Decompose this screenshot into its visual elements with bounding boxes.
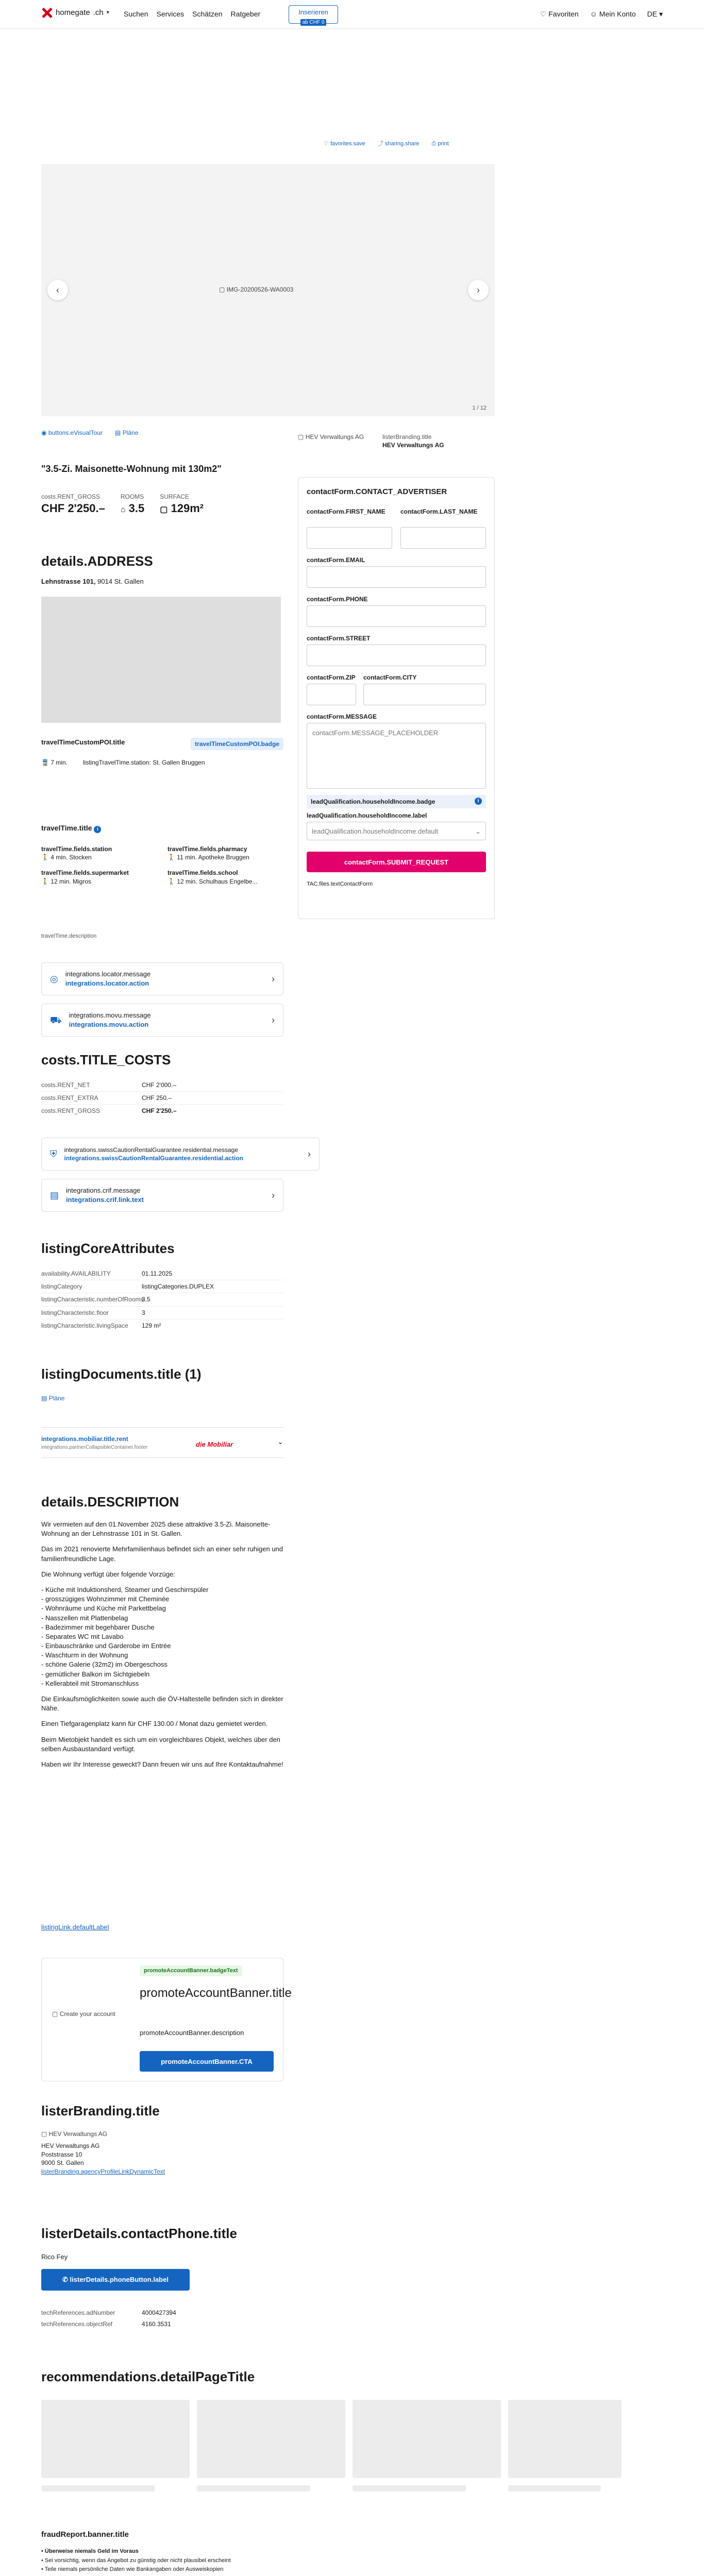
tech-references: techReferences.adNumber 4000427394 techReferences.objectRef 4160.3531 (41, 2309, 176, 2328)
first-name-input[interactable] (307, 527, 392, 549)
walk-icon: 🚶 (167, 877, 175, 885)
travel-time-footnote: travelTime.description (41, 933, 97, 939)
promo-description: promoteAccountBanner.description (140, 2029, 244, 2037)
recommendation-skeleton (508, 2485, 601, 2492)
recommendation-skeleton (353, 2400, 501, 2478)
promo-cta-button[interactable]: promoteAccountBanner.CTA (140, 2051, 274, 2072)
header (0, 0, 704, 29)
costs-table: costs.RENT_NET CHF 2'000.– costs.RENT_EXTRA CHF 250.– costs.RENT_GROSS CHF 2'250.– (41, 1079, 283, 1117)
chevron-right-icon: › (308, 1148, 311, 1159)
visual-tour-button[interactable]: ◉ buttons.eVisualTour (41, 429, 103, 436)
recommendations-title: recommendations.detailPageTitle (41, 2369, 255, 2384)
chevron-right-icon: › (272, 973, 275, 984)
shield-icon: ⛨ (50, 1148, 57, 1159)
insert-button[interactable]: Inserieren ab CHF 0 (289, 5, 338, 24)
document-icon: ▤ (50, 1190, 59, 1200)
print-icon: ⎙ (431, 141, 437, 147)
integration-movu-card[interactable]: ⛟ integrations.movu.message integrations.movu.action › (41, 1004, 283, 1037)
contact-phone-title: listerDetails.contactPhone.title (41, 2226, 237, 2241)
promote-account-banner (41, 1958, 292, 2081)
income-select[interactable]: leadQualification.householdIncome.default ⌄ (307, 822, 486, 840)
promo-badge: promoteAccountBanner.badgeText (140, 1965, 242, 1976)
favorites-link[interactable]: ♡ Favoriten (540, 10, 579, 18)
travel-custom-poi: travelTimeCustomPOI.title travelTimeCustomPOI.badge 🚆 7 min. listingTravelTime.station: St. Gallen Bruggen (41, 738, 283, 767)
lister-info: ▢ HEV Verwaltungs AG HEV Verwaltungs AG Poststrasse 10 9000 St. Gallen listerBranding.agencyProfileLinkDynamicText (41, 2130, 165, 2176)
recommendation-skeleton (353, 2485, 466, 2492)
header-right (540, 9, 663, 19)
phone-button[interactable]: ✆ listerDetails.phoneButton.label (41, 2269, 190, 2291)
street-input[interactable] (307, 645, 486, 666)
travel-time-grid: travelTime.fields.station 🚶 4 min. Stocken travelTime.fields.pharmacy 🚶 11 min. Apotheke Bruggen travelTime.fields.supermarket 🚶 12 min. Migros travelTime.fields.school 🚶 12 min. Schulhaus Engelbe... (41, 845, 258, 885)
attributes-title: listingCoreAttributes (41, 1241, 175, 1256)
chevron-down-icon: ▾ (106, 10, 109, 16)
mobiliar-logo: die Mobiliar (196, 1440, 233, 1448)
listing-title: "3.5-Zi. Maisonette-Wohnung mit 130m2" (41, 464, 222, 474)
broken-image-icon: ▢ (41, 2130, 47, 2138)
agency-card: ▢ HEV Verwaltungs AG listerBranding.title HEV Verwaltungs AG (298, 433, 444, 449)
address-line: Lehnstrasse 101, 9014 St. Gallen (41, 578, 144, 585)
fraud-list: • Überweise niemals Geld im Voraus • Sei vorsichtig, wenn das Angebot zu günstig oder nicht plausibel erscheint • Teile niemals persönliche Daten wie Bankangaben oder Ausweiskopien (41, 2547, 231, 2576)
nav-ratgeber[interactable]: Ratgeber (230, 10, 261, 18)
zip-input[interactable] (307, 684, 356, 705)
agency-profile-link[interactable]: listerBranding.agencyProfileLinkDynamicText (41, 2168, 165, 2176)
plan-icon: ▤ (41, 1395, 47, 1402)
gallery-next-button[interactable] (468, 280, 489, 300)
map[interactable] (41, 597, 281, 723)
chevron-left-icon: ‹ (56, 285, 59, 295)
walk-icon: 🚶 (41, 854, 49, 861)
account-link[interactable]: ☺ Mein Konto (590, 10, 636, 18)
train-icon: 🚆 (41, 759, 49, 767)
documents-title: listingDocuments.title (1) (41, 1366, 202, 1382)
favorite-button[interactable]: ♡ favorites.save (324, 141, 365, 147)
surface-icon: ▢ (160, 505, 168, 515)
gallery-prev-button[interactable] (47, 280, 68, 300)
nav-services[interactable]: Services (156, 10, 185, 18)
user-icon: ☺ (590, 10, 597, 18)
integration-swisscaution-card[interactable]: ⛨ integrations.swissCautionRentalGuarantee.residential.message integrations.swissCautionRentalGuarantee.residential.action › (41, 1138, 320, 1171)
address-title: details.ADDRESS (41, 553, 153, 569)
gallery-counter: 1 / 12 (472, 405, 487, 412)
truck-icon: ⛟ (50, 1014, 62, 1025)
custom-poi-badge[interactable]: travelTimeCustomPOI.badge (191, 738, 283, 750)
lister-title: listerBranding.title (41, 2103, 160, 2119)
agency-logo: ▢ HEV Verwaltungs AG (298, 433, 364, 440)
price: CHF 2'250.– (41, 502, 105, 515)
share-icon: ⤴ (377, 141, 383, 147)
gallery-buttons (41, 429, 138, 437)
chevron-down-icon: ⌄ (277, 1437, 283, 1446)
mobiliar-collapsible[interactable]: integrations.mobiliar.title.rent integrations.partnerCollapsibleContainer.footer die Mobiliar ⌄ (41, 1427, 283, 1458)
broken-image-icon: ▢ (298, 433, 304, 440)
info-icon[interactable]: i (94, 826, 101, 833)
plan-icon: ▤ (115, 429, 121, 436)
city-input[interactable] (363, 684, 486, 705)
recommendation-skeleton (197, 2400, 345, 2478)
description-body: Wir vermieten auf den 01.November 2025 diese attraktive 3.5-Zi. Maisonette-Wohnung an der Lehnstrasse 101 in St. Gallen. Das im 2021 renovierte Mehrfamilienhaus befindet sich an einer sehr ruhigen und familienfreundliche Lage. Die Wohnung verfügt über folgende Vorzüge: - Küche mit Induktionsherd, Steamer und Geschirrspüler - grosszügiges Wohnzimmer mit Cheminée - Wohnräume und Küche mit Parkettbelag - Nasszellen mit Plattenbelag - Badezimmer mit begehbarer Dusche - Separates WC mit Lavabo - Einbauschränke und Garderobe im Entrée - Waschturm in der Wohnung - schöne Galerie (32m2) im Obergeschoss - gemütlicher Balkon im Sichtgiebeln - Kellerabteil mit Stromanschluss Die Einkaufsmöglichkeiten sowie auch die ÖV-Haltestelle befinden sich in direkter Nähe. Einen Tiefgaragenplatz kann für CHF 130.00 / Monat dazu gemietet werden. Beim Mietobjekt handelt es sich um ein vorgleichbares Objekt, welches über den selben Ausbaustandard verfügt. Haben wir Ihr Interesse geweckt? Dann freuen wir uns auf Ihre Kontaktaufnahme! (41, 1520, 283, 1768)
share-button[interactable]: ⤴ sharing.share (377, 141, 420, 147)
walk-icon: 🚶 (167, 854, 175, 861)
integration-crif-card[interactable]: ▤ integrations.crif.message integrations.crif.link.text › (41, 1179, 283, 1212)
chevron-down-icon: ⌄ (475, 827, 481, 835)
rooms-icon: ⌂ (120, 505, 126, 515)
nav-suchen[interactable]: Suchen (124, 10, 148, 18)
check-icon: • (41, 2557, 43, 2564)
walk-icon: 🚶 (41, 877, 49, 885)
promo-title: promoteAccountBanner.title (140, 1986, 292, 2000)
check-icon: • (41, 2566, 43, 2573)
image-gallery[interactable] (41, 164, 495, 416)
locator-icon: ◎ (50, 973, 58, 984)
contact-form: contactForm.CONTACT_ADVERTISER contactForm.FIRST_NAME contactForm.LAST_NAME contactForm.EMAIL contactForm.PHONE contactForm.STREET contactForm.ZIP contactForm.CITY contactForm.MESSAGE contactForm.MESSAGE_PLACEHOLDER leadQualification.householdIncome.badge i leadQualification.householdIncome.label leadQualification.householdIncome.default ⌄ contactForm.SUBMIT_REQUEST TAC.files.textContactForm (298, 477, 495, 919)
last-name-input[interactable] (400, 527, 486, 549)
tour-icon: ◉ (41, 429, 47, 436)
contact-form-title: contactForm.CONTACT_ADVERTISER (307, 487, 447, 496)
language-select[interactable]: DE ▾ (647, 10, 663, 18)
lead-qualification: leadQualification.householdIncome.badge i leadQualification.householdIncome.label (307, 795, 486, 820)
info-icon[interactable]: i (475, 798, 482, 805)
email-input[interactable] (307, 566, 486, 588)
phone-icon: ✆ (62, 2276, 68, 2283)
chevron-right-icon: › (272, 1014, 275, 1025)
homegate-logo[interactable]: homegate .ch ▾ (41, 7, 109, 19)
broken-image-icon: ▢ (52, 2010, 58, 2018)
phone-input[interactable] (307, 605, 486, 627)
broken-image-icon: ▢ (219, 286, 225, 293)
contact-person: Rico Fey (41, 2253, 68, 2261)
promo-image: ▢ Create your account (52, 2010, 115, 2018)
travel-time-title: travelTime.title i (41, 823, 101, 833)
nav-schaetzen[interactable]: Schätzen (192, 10, 223, 18)
integration-locator-card[interactable]: ◎ integrations.locator.message integrations.locator.action › (41, 962, 283, 995)
heart-icon: ♡ (324, 141, 329, 147)
recommendation-skeleton (508, 2400, 622, 2478)
listing-actions (324, 140, 449, 148)
chevron-right-icon: › (272, 1190, 275, 1200)
costs-title: costs.TITLE_COSTS (41, 1052, 171, 1067)
recommendation-skeleton (41, 2485, 155, 2492)
recommendation-skeleton (197, 2485, 310, 2492)
terms-text: TAC.files.textContactForm (307, 881, 373, 887)
message-textarea[interactable]: contactForm.MESSAGE_PLACEHOLDER (307, 723, 486, 789)
attributes-table: availability.AVAILABILITY 01.11.2025 listingCategory listingCategories.DUPLEX listingCharacteristic.numberOfRooms 3.5 listingCharacteristic.floor 3 listingCharacteristic.livingSpace 129 m² (41, 1267, 283, 1332)
submit-request-button[interactable]: contactForm.SUBMIT_REQUEST (307, 852, 486, 872)
heart-icon: ♡ (540, 10, 547, 18)
gallery-image: ▢ IMG-20200526-WA0003 (219, 286, 294, 293)
plan-document-link[interactable]: ▤ Pläne (41, 1395, 65, 1402)
listing-link[interactable]: listingLink.defaultLabel (41, 1923, 109, 1931)
main-nav (124, 9, 260, 19)
recommendation-skeleton (41, 2400, 190, 2478)
chevron-right-icon: › (477, 285, 480, 295)
lister-logo: ▢ HEV Verwaltungs AG (41, 2130, 108, 2138)
fraud-title: fraudReport.banner.title (41, 2530, 129, 2539)
key-facts: costs.RENT_GROSS CHF 2'250.– ROOMS ⌂ 3.5 SURFACE ▢ 129m² (41, 493, 204, 516)
plans-button[interactable]: ▤ Pläne (115, 429, 139, 436)
description-title: details.DESCRIPTION (41, 1494, 179, 1510)
insert-badge: ab CHF 0 (300, 19, 327, 26)
check-icon: • (41, 2548, 43, 2554)
homegate-x-icon (41, 7, 53, 19)
print-button[interactable]: ⎙ print (431, 141, 449, 147)
